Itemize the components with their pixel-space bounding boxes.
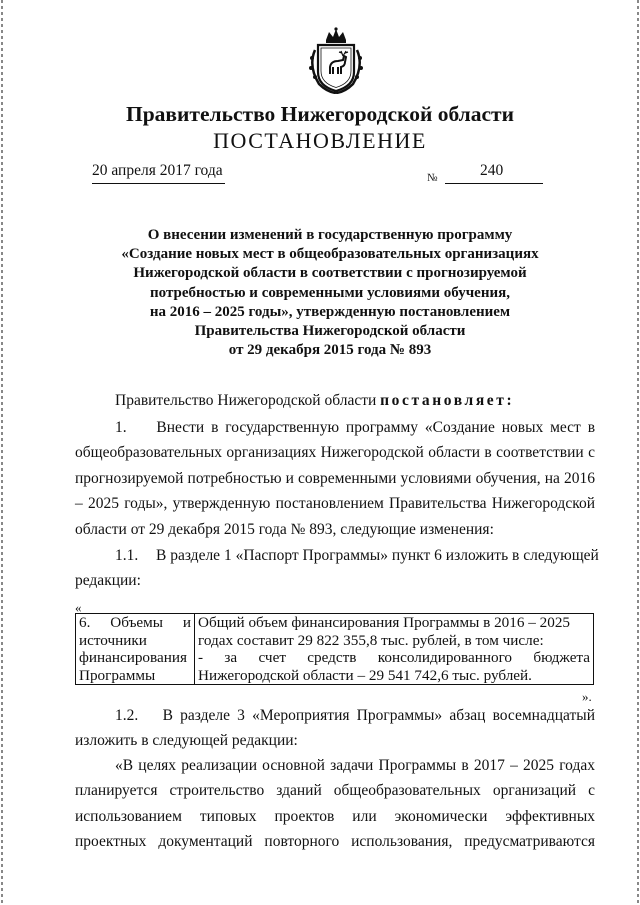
table-cell-label — [76, 614, 195, 685]
table-cell-value — [195, 614, 594, 685]
subject-line: «Создание новых мест в общеобразовательных организациях — [121, 246, 539, 263]
item-1-line: области от 29 декабря 2015 года № 893, следующие изменения: — [75, 520, 494, 538]
item-1-line: Внести в государственную программу «Создание новых мест в — [156, 419, 596, 436]
date-underline — [92, 183, 225, 184]
table-left-line: источники — [79, 631, 147, 649]
item-1-1-paragraph — [75, 543, 599, 594]
subject-line: от 29 декабря 2015 года № 893 — [228, 342, 432, 359]
table-left-line: финансирования — [79, 649, 187, 667]
item-1-number: 1. — [115, 419, 127, 436]
quoted-line: проектных документаций повторного использования, предусматриваются — [75, 833, 595, 851]
subject-line: Правительства Нижегородской области — [194, 323, 466, 340]
document-type: ПОСТАНОВЛЕНИЕ — [213, 128, 427, 153]
item-1-2-paragraph — [75, 703, 595, 754]
table-right-line: - за счет средств консолидированного бюджета — [198, 649, 590, 667]
item-1-2-line: изложить в следующей редакции: — [75, 732, 298, 750]
table-left-line: Программы — [79, 666, 156, 684]
subject-line: Нижегородской области в соответствии с прогнозируемой — [133, 265, 527, 282]
quoted-line: «В целях реализации основной задачи Программы в 2017 – 2025 годах — [115, 757, 595, 774]
number-underline — [445, 183, 543, 184]
subject-line: потребностью и современными условиями обучения, — [150, 284, 510, 301]
number-sign: № — [427, 172, 438, 184]
item-1-1-number: 1.1. — [115, 547, 139, 564]
item-1-1-line: В разделе 1 «Паспорт Программы» пункт 6 изложить в следующей — [156, 547, 599, 564]
financing-table — [75, 613, 594, 685]
quoted-paragraph — [75, 753, 595, 855]
item-1-2-line: В разделе 3 «Мероприятия Программы» абзац восемнадцатый — [162, 707, 596, 724]
quoted-line: планируется строительство зданий общеобразовательных организаций с — [75, 782, 595, 800]
document-number: 240 — [480, 162, 504, 179]
document-date: 20 апреля 2017 года — [92, 162, 223, 179]
quote-open-mark: « — [75, 600, 82, 615]
table-row — [76, 614, 594, 685]
table-right-line: Нижегородской области – 29 541 742,6 тыс. рублей. — [198, 666, 532, 684]
table-left-line: 6. Объемы и — [79, 614, 191, 631]
subject-line: на 2016 – 2025 годы», утвержденную постановлением — [149, 303, 511, 320]
intro-text: Правительство Нижегородской области — [115, 392, 381, 409]
document-subject — [80, 226, 580, 360]
intro-paragraph — [75, 388, 595, 413]
coat-of-arms-emblem — [305, 26, 367, 94]
item-1-1-line: редакции: — [75, 572, 141, 590]
quote-close-mark: ». — [582, 689, 592, 704]
subject-line: О внесении изменений в государственную программу — [147, 227, 513, 243]
item-1-line: общеобразовательных организациях Нижегородской области в соответствии с — [75, 444, 595, 462]
government-title: Правительство Нижегородской области — [126, 102, 514, 126]
item-1-line: – 2025 годы», утвержденную постановлением Правительства Нижегородской — [75, 495, 595, 513]
table-right-line: годах составит 29 822 355,8 тыс. рублей, в том числе: — [198, 631, 544, 649]
table-right-line: Общий объем финансирования Программы в 2016 – 2025 — [198, 614, 571, 631]
quoted-line: использованием типовых проектов или экономически эффективных — [75, 807, 595, 825]
intro-verb: постановляет: — [380, 392, 515, 409]
item-1-line: прогнозируемой потребностью и современными условиями обучения, на 2016 — [75, 469, 595, 487]
item-1-2-number: 1.2. — [115, 707, 139, 724]
item-1-paragraph — [75, 415, 595, 542]
